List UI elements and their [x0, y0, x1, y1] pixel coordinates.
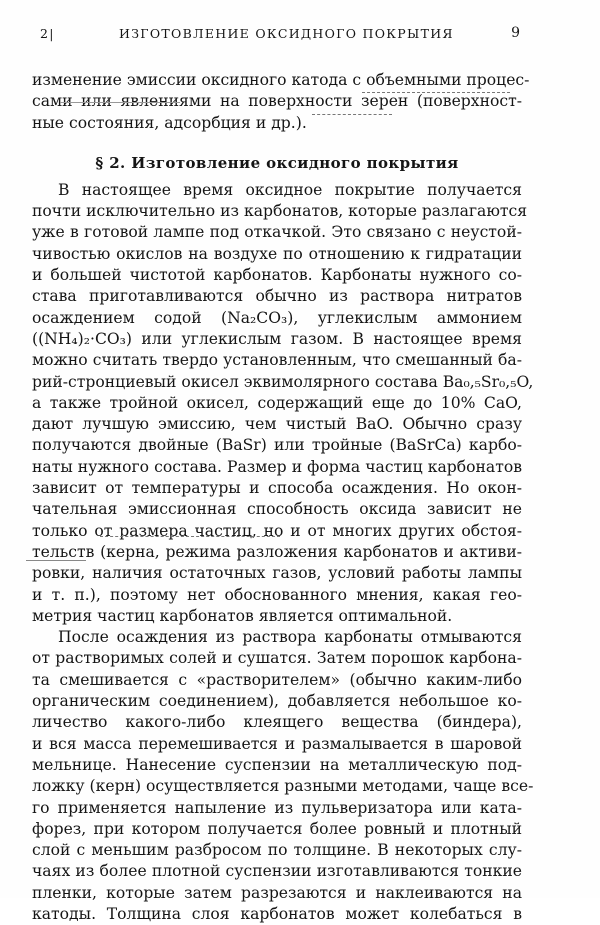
- text-line: рий-стронциевый окисел эквимолярного состава Ba₀,₅Sr₀,₅O,: [32, 372, 534, 391]
- text-line: уже в готовой лампе под откачкой. Это связано с неустой-: [32, 223, 522, 242]
- text-line: ровки, наличия остаточных газов, условий работы лампы: [32, 564, 522, 583]
- text-line: ложку (керн) осуществляется разными методами, чаще все-: [32, 777, 534, 796]
- text-line: катоды. Толщина слоя карбонатов может колебаться в: [32, 904, 522, 923]
- body-text: [32, 70, 534, 925]
- text-line: можно считать твердо установленным, что смешанный ба-: [32, 351, 522, 370]
- text-line: става приготавливаются обычно из раствора нитратов: [32, 287, 522, 306]
- running-head-section: 2|: [40, 26, 55, 41]
- text-line: от растворимых солей и сушатся. Затем порошок карбона-: [32, 649, 522, 668]
- text-line: В настоящее время оксидное покрытие получается: [58, 180, 522, 199]
- text-line: чивостью окислов на воздухе по отношению к гидратации: [32, 244, 522, 263]
- text-line: тельств (керна, режима разложения карбонатов и активи-: [32, 542, 522, 561]
- text-line: После осаждения из раствора карбонаты отмываются: [58, 628, 522, 647]
- running-head: [40, 26, 530, 44]
- text-line: та смешивается с «растворителем» (обычно каким-либо: [32, 670, 522, 689]
- text-line: а также тройной окисел, содержащий еще до 10% CaO,: [32, 393, 522, 412]
- text-line: осаждением содой (Na₂CO₃), углекислым аммонием: [32, 308, 522, 327]
- pencil-underline-mark: [362, 92, 510, 93]
- text-line: метрия частиц карбонатов является оптимальной.: [32, 606, 453, 625]
- text-line: пленки, которые затем разрезаются и наклеиваются на: [32, 883, 522, 902]
- pencil-underline-mark: [26, 560, 86, 561]
- text-line: дают лучшую эмиссию, чем чистый BaO. Обычно сразу: [32, 415, 522, 434]
- text-line: личество какого-либо клеящего вещества (биндера),: [32, 713, 522, 732]
- pencil-underline-mark: [100, 536, 280, 537]
- text-line: мельнице. Нанесение суспензии на металлическую под-: [32, 755, 522, 774]
- text-line: форез, при котором получается более ровный и плотный: [32, 819, 522, 838]
- text-line: почти исключительно из карбонатов, которые разлагаются: [32, 202, 528, 221]
- text-line: слой с меньшим разбросом по толщине. В некоторых слу-: [32, 841, 522, 860]
- text-line: изменение эмиссии оксидного катода с объемными процес-: [32, 71, 530, 89]
- page-number: 9: [511, 25, 520, 41]
- text-line: чательная эмиссионная способность оксида зависит не: [32, 500, 522, 519]
- text-line: только от размера частиц, но и от многих других обстоя-: [32, 521, 522, 540]
- running-head-title: ИЗГОТОВЛЕНИЕ ОКСИДНОГО ПОКРЫТИЯ: [119, 26, 454, 41]
- text-line: ные состояния, адсорбция и др.).: [32, 113, 307, 132]
- text-line: и большей чистотой карбонатов. Карбонаты нужного со-: [32, 266, 522, 285]
- text-line: чаях из более плотной суспензии изготавливаются тонкие: [32, 862, 522, 881]
- text-line: и т. п.), поэтому нет обоснованного мнения, какая гео-: [32, 585, 522, 604]
- pencil-underline-mark: [312, 114, 392, 115]
- text-line: органическим соединением), добавляется небольшое ко-: [32, 692, 522, 711]
- text-line: зависит от температуры и способа осаждения. Но окон-: [32, 479, 522, 498]
- text-line: получаются двойные (BaSr) или тройные (BaSrCa) карбо-: [32, 436, 522, 455]
- text-line: сами или явлениями на поверхности зерен (поверхност-: [32, 92, 522, 111]
- section-heading: § 2. Изготовление оксидного покрытия: [95, 153, 459, 172]
- text-line: наты нужного состава. Размер и форма частиц карбонатов: [32, 457, 522, 476]
- text-line: ((NH₄)₂·CO₃) или углекислым газом. В настоящее время: [32, 329, 522, 348]
- pencil-underline-mark: [60, 102, 180, 103]
- text-line: и вся масса перемешивается и размалывается в шаровой: [32, 734, 522, 753]
- text-line: го применяется напыление из пульверизатора или ката-: [32, 798, 522, 817]
